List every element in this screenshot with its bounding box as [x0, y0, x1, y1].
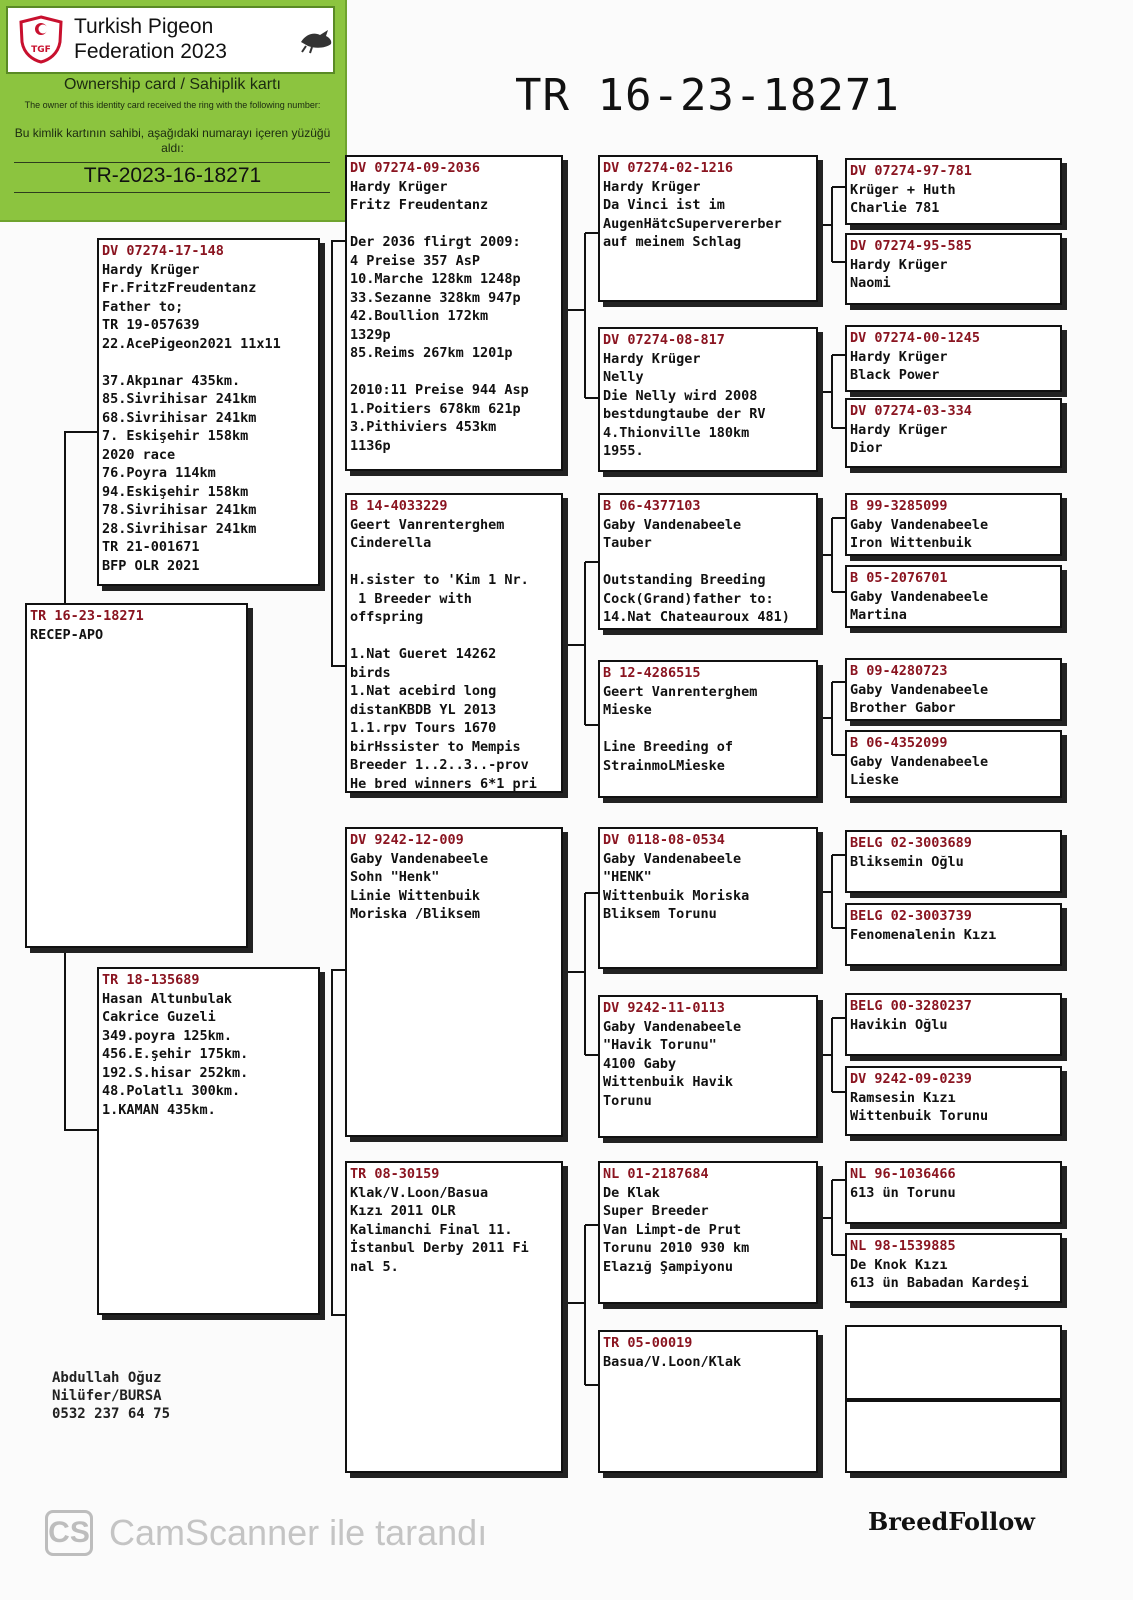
pedigree-line: Cakrice Guzeli	[102, 1009, 216, 1025]
federation-name-line1: Turkish Pigeon	[74, 15, 214, 38]
ring-number-text: BELG 02-3003739	[850, 908, 972, 924]
pedigree-line: 14.Nat Chateauroux 481)	[603, 609, 790, 625]
pedigree-line: 1955.	[603, 443, 644, 459]
pedigree-line: Hasan Altunbulak	[102, 990, 233, 1007]
pedigree-line: Gaby Vandenabeele	[850, 516, 989, 533]
pedigree-line: Gaby Vandenabeele	[350, 850, 489, 867]
pedigree-line: BFP OLR 2021	[102, 557, 200, 574]
pedigree-box-sdsd	[845, 565, 1062, 628]
pedigree-line: 37.Akpınar 435km.	[102, 372, 241, 389]
ring-number-text: B 06-4352099	[850, 735, 948, 751]
pedigree-line: De Klak	[603, 1184, 660, 1201]
ring-number-text: NL 96-1036466	[850, 1166, 956, 1182]
pedigree-line: Kızı 2011 OLR	[350, 1203, 456, 1219]
pedigree-line: Van Limpt-de Prut	[603, 1221, 742, 1238]
pedigree-line	[350, 553, 558, 572]
ring-number-text: TR 16-23-18271	[30, 608, 144, 624]
pedigree-box-sddd	[845, 730, 1062, 798]
ownership-text-tr: Bu kimlik kartının sahibi, aşağıdaki numarayı içeren yüzüğü aldı:	[14, 126, 331, 155]
brand-name: BreedFollow	[868, 1507, 1035, 1536]
pedigree-line: H.sister to 'Kim 1 Nr.	[350, 572, 529, 588]
pedigree-line: TR 19-057639	[102, 317, 200, 333]
pedigree-line: 1136p	[350, 437, 391, 454]
pedigree-line: Krüger + Huth	[850, 181, 956, 198]
pedigree-box-dds	[598, 1161, 818, 1304]
pedigree-box-dsd	[598, 995, 818, 1138]
ring-number-text: DV 07274-97-781	[850, 163, 972, 179]
pedigree-line: distanKBDB YL 2013	[350, 701, 497, 718]
pedigree-box-dss	[598, 827, 818, 969]
ring-number: TR-2023-16-18271	[83, 164, 262, 187]
pedigree-line: nal 5.	[350, 1258, 399, 1275]
pedigree-line: 1.Nat Gueret 14262	[350, 646, 497, 662]
pedigree-line: Bliksemin Oğlu	[850, 853, 964, 870]
pedigree-box-dam	[97, 967, 320, 1315]
pedigree-line	[350, 363, 558, 382]
pedigree-line: "Havik Torunu"	[603, 1037, 717, 1053]
pedigree-line	[350, 627, 558, 646]
pedigree-line: Gaby Vandenabeele	[603, 850, 742, 867]
pedigree-line: Havikin Oğlu	[850, 1016, 948, 1033]
pedigree-line: Hardy Krüger	[350, 178, 448, 195]
pedigree-line: 1.KAMAN 435km.	[102, 1101, 216, 1118]
pedigree-line: Ramsesin Kızı	[850, 1089, 956, 1106]
pedigree-line	[603, 720, 813, 739]
pedigree-line: Mieske	[603, 702, 652, 718]
pedigree-line: 1329p	[350, 326, 391, 343]
pedigree-box-ddds	[845, 1325, 1062, 1400]
owner-name: Abdullah Oğuz	[52, 1370, 162, 1386]
pedigree-line: Kalimanchi Final 11.	[350, 1221, 513, 1238]
pedigree-line: 192.S.hisar 252km.	[102, 1064, 249, 1081]
pedigree-line: Lieske	[850, 772, 899, 788]
pedigree-line	[350, 215, 558, 234]
logo-text: TGF	[31, 45, 51, 55]
pedigree-line: Dior	[850, 440, 883, 456]
pedigree-box-ddsd	[845, 1233, 1062, 1303]
pedigree-line: Brother Gabor	[850, 700, 956, 716]
pedigree-line: Hardy Krüger	[850, 421, 948, 438]
pedigree-line: RECEP-APO	[30, 626, 104, 643]
owner-info	[52, 1369, 170, 1423]
pedigree-line: Iron Wittenbuik	[850, 535, 972, 551]
pedigree-line: 68.Sivrihisar 241km	[102, 409, 257, 426]
pedigree-box-sss	[598, 155, 818, 302]
pedigree-line: 85.Reims 267km 1201p	[350, 345, 513, 361]
pedigree-line: Bliksem Torunu	[603, 906, 717, 922]
ring-number-text: B 09-4280723	[850, 663, 948, 679]
pedigree-box-ssd	[598, 327, 818, 472]
pedigree-line: 1.Poitiers 678km 621p	[350, 400, 521, 417]
pedigree-line: 349.poyra 125km.	[102, 1027, 233, 1044]
pedigree-line: 10.Marche 128km 1248p	[350, 271, 521, 287]
ring-number-text: B 06-4377103	[603, 498, 701, 514]
pedigree-box-ddss	[845, 1161, 1062, 1224]
pedigree-line: Gaby Vandenabeele	[850, 588, 989, 605]
ring-number-text: DV 0118-08-0534	[603, 832, 725, 848]
pedigree-line: "HENK"	[603, 869, 652, 885]
ring-number-text: B 14-4033229	[350, 498, 448, 514]
pedigree-line: Hardy Krüger	[603, 350, 701, 367]
pedigree-line: Wittenbuik Havik	[603, 1074, 734, 1090]
pedigree-title: TR 16-23-18271	[515, 70, 900, 121]
pedigree-line: Gaby Vandenabeele	[850, 753, 989, 770]
pedigree-box-dd	[345, 1161, 563, 1473]
pedigree-box-sds	[598, 493, 818, 630]
pedigree-line: Gaby Vandenabeele	[850, 681, 989, 698]
pedigree-line: Gaby Vandenabeele	[603, 516, 742, 533]
pedigree-line: 4.Thionville 180km	[603, 424, 750, 441]
pedigree-line: 78.Sivrihisar 241km	[102, 502, 257, 518]
pedigree-line	[603, 553, 813, 572]
pedigree-line: 1.1.rpv Tours 1670	[350, 720, 497, 736]
pedigree-line: 94.Eskişehir 158km	[102, 483, 249, 500]
pedigree-line: Nelly	[603, 369, 644, 385]
ownership-card-title: Ownership card / Sahiplik kartı	[64, 76, 281, 93]
ring-number-text: NL 01-2187684	[603, 1166, 709, 1182]
ring-number-text: TR 08-30159	[350, 1166, 440, 1182]
ring-number-text: DV 07274-09-2036	[350, 160, 481, 176]
pedigree-line: Cock(Grand)father to:	[603, 590, 774, 607]
pedigree-box-ddd	[598, 1330, 818, 1473]
ring-number-text: DV 07274-95-585	[850, 238, 972, 254]
ring-number-text: DV 07274-03-334	[850, 403, 972, 419]
ring-number-text: DV 07274-17-148	[102, 243, 224, 259]
pedigree-box-subject	[25, 603, 248, 948]
pedigree-box-sdss	[845, 493, 1062, 556]
ring-number-text: B 12-4286515	[603, 665, 701, 681]
pedigree-line: 1 Breeder with	[350, 590, 472, 607]
pedigree-line: auf meinem Schlag	[603, 234, 742, 250]
pedigree-line: 1.Nat acebird long	[350, 683, 497, 699]
pedigree-line: Der 2036 flirgt 2009:	[350, 234, 521, 250]
pedigree-line: Fr.FritzFreudentanz	[102, 280, 257, 296]
pedigree-line: Fenomenalenin Kızı	[850, 926, 997, 943]
pedigree-line: Father to;	[102, 298, 184, 315]
pedigree-line	[102, 353, 315, 372]
pedigree-line: Wittenbuik Moriska	[603, 887, 750, 904]
ring-number-text: TR 18-135689	[102, 972, 200, 988]
pedigree-line: Super Breeder	[603, 1203, 709, 1219]
pedigree-line: 2020 race	[102, 446, 176, 463]
pedigree-line: offspring	[350, 609, 424, 625]
pedigree-line: 2010:11 Preise 944 Asp	[350, 382, 529, 398]
pedigree-line: Elazığ Şampiyonu	[603, 1258, 734, 1275]
pedigree-box-dsds	[845, 993, 1062, 1056]
pedigree-line: 22.AcePigeon2021 11x11	[102, 335, 281, 352]
pedigree-line: birds	[350, 664, 391, 681]
ring-number-text: BELG 00-3280237	[850, 998, 972, 1014]
pedigree-box-ds	[345, 827, 563, 1137]
pedigree-line: Hardy Krüger	[102, 261, 200, 278]
pedigree-line: Hardy Krüger	[603, 178, 701, 195]
ring-number-text: B 05-2076701	[850, 570, 948, 586]
pedigree-line: Sohn "Henk"	[350, 869, 440, 885]
pedigree-line: Breeder 1..2..3..-prov	[350, 757, 529, 773]
pedigree-line: 4100 Gaby	[603, 1055, 677, 1072]
pedigree-box-sdd	[598, 660, 818, 798]
ownership-text-en: The owner of this identity card received the ring with the following number:	[24, 100, 321, 110]
pedigree-line: Black Power	[850, 367, 940, 383]
pedigree-line: Tauber	[603, 535, 652, 551]
pedigree-line: 85.Sivrihisar 241km	[102, 391, 257, 407]
pedigree-line: Moriska /Bliksem	[350, 906, 481, 922]
pedigree-line: Torunu 2010 930 km	[603, 1240, 750, 1256]
pedigree-box-sssd	[845, 233, 1062, 305]
pedigree-line: Naomi	[850, 275, 891, 291]
pedigree-line: Charlie 781	[850, 200, 940, 216]
pedigree-line: Outstanding Breeding	[603, 572, 766, 588]
pedigree-box-dsss	[845, 830, 1062, 893]
federation-name-line2: Federation 2023	[74, 40, 227, 63]
pedigree-line: Klak/V.Loon/Basua	[350, 1184, 489, 1201]
pedigree-line: Torunu	[603, 1092, 652, 1109]
owner-location: Nilüfer/BURSA	[52, 1388, 162, 1404]
pedigree-line: Hardy Krüger	[850, 348, 948, 365]
pedigree-box-dsdd	[845, 1066, 1062, 1136]
ring-number-text: DV 07274-00-1245	[850, 330, 981, 346]
pedigree-line: Die Nelly wird 2008	[603, 387, 758, 404]
pedigree-line: 4 Preise 357 AsP	[350, 252, 481, 269]
pedigree-line: Fritz Freudentanz	[350, 197, 489, 213]
pedigree-line: Line Breeding of	[603, 739, 734, 755]
ring-number-text: TR 05-00019	[603, 1335, 693, 1351]
pedigree-line: He bred winners 6*1 pri	[350, 775, 537, 792]
ring-number-text: NL 98-1539885	[850, 1238, 956, 1254]
pedigree-line: Basua/V.Loon/Klak	[603, 1353, 742, 1370]
pedigree-box-dddd	[845, 1400, 1062, 1473]
pedigree-line: Martina	[850, 607, 907, 623]
pedigree-line: TR 21-001671	[102, 539, 200, 555]
pedigree-line: 33.Sezanne 328km 947p	[350, 289, 521, 306]
scanner-text: CamScanner ile tarandı	[109, 1512, 488, 1553]
pedigree-line: 28.Sivrihisar 241km	[102, 520, 257, 537]
camscanner-logo-icon: CS	[45, 1510, 93, 1556]
pedigree-line: Wittenbuik Torunu	[850, 1108, 989, 1124]
pedigree-line: 76.Poyra 114km	[102, 465, 216, 481]
pedigree-line: Gaby Vandenabeele	[603, 1018, 742, 1035]
pedigree-line: 7. Eskişehir 158km	[102, 428, 249, 444]
pedigree-line: Hardy Krüger	[850, 256, 948, 273]
pedigree-line: Geert Vanrenterghem	[603, 683, 758, 700]
ring-number-text: BELG 02-3003689	[850, 835, 972, 851]
pedigree-line: StrainmoLMieske	[603, 757, 725, 774]
pedigree-box-sdds	[845, 658, 1062, 721]
pedigree-box-sd	[345, 493, 563, 793]
pedigree-box-ss	[345, 155, 563, 471]
pedigree-line: 42.Boullion 172km	[350, 308, 489, 324]
ring-number-text: DV 9242-09-0239	[850, 1071, 972, 1087]
ring-number-text: DV 07274-02-1216	[603, 160, 734, 176]
pedigree-box-ssdd	[845, 398, 1062, 468]
pedigree-line: 613 ün Torunu	[850, 1184, 956, 1201]
pedigree-line: Linie Wittenbuik	[350, 887, 481, 904]
pedigree-line: AugenHätcSupervererber	[603, 215, 782, 232]
owner-phone: 0532 237 64 75	[52, 1406, 171, 1422]
pedigree-line: 3.Pithiviers 453km	[350, 419, 497, 435]
pedigree-box-sire	[97, 238, 320, 586]
pedigree-line: De Knok Kızı	[850, 1256, 948, 1273]
pedigree-box-dssd	[845, 903, 1062, 966]
pedigree-line: İstanbul Derby 2011 Fi	[350, 1240, 529, 1256]
pedigree-line: Da Vinci ist im	[603, 197, 725, 213]
pedigree-line: bestdungtaube der RV	[603, 406, 766, 422]
pedigree-box-ssss	[845, 158, 1062, 225]
ring-number-text: DV 07274-08-817	[603, 332, 725, 348]
pedigree-box-ssds	[845, 325, 1062, 392]
pedigree-line: birHssister to Mempis	[350, 738, 521, 755]
pedigree-line: 613 ün Babadan Kardeşi	[850, 1275, 1029, 1291]
pedigree-line: 456.E.şehir 175km.	[102, 1046, 249, 1062]
pedigree-line: 48.Polatlı 300km.	[102, 1083, 241, 1099]
ring-number-text: DV 9242-11-0113	[603, 1000, 725, 1016]
ring-number-text: DV 9242-12-009	[350, 832, 464, 848]
ring-number-text: B 99-3285099	[850, 498, 948, 514]
pedigree-line: Geert Vanrenterghem	[350, 516, 505, 533]
pedigree-line: Cinderella	[350, 535, 432, 551]
